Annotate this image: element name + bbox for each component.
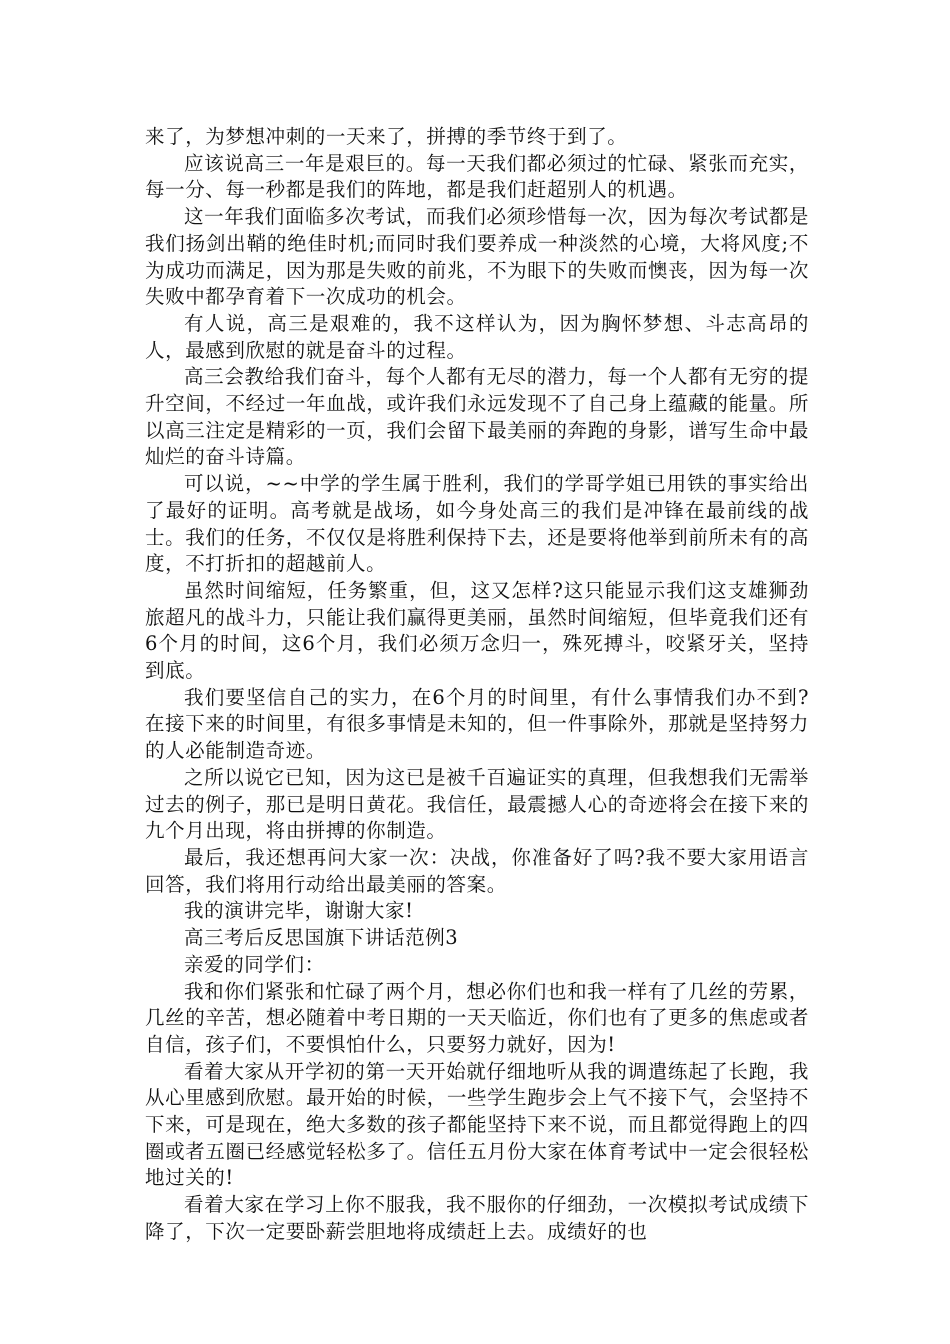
paragraph: 可以说，~~中学的学生属于胜利，我们的学哥学姐已用铁的事实给出了最好的证明。高考就是战场，如今身处高三的我们是冲锋在最前线的战士。我们的任务，不仅仅是将胜利保持下去，还是要将他举到前所未有的高度，不打折扣的超越前人。 xyxy=(145,472,809,576)
paragraph: 高三会教给我们奋斗，每个人都有无尽的潜力，每一个人都有无穷的提升空间，不经过一年血战，或许我们永远发现不了自己身上蕴藏的能量。所以高三注定是精彩的一页，我们会留下最美丽的奔跑的身影，谱写生命中最灿烂的奋斗诗篇。 xyxy=(145,365,809,469)
paragraph: 这一年我们面临多次考试，而我们必须珍惜每一次，因为每次考试都是我们扬剑出鞘的绝佳时机;而同时我们要养成一种淡然的心境，大将风度;不为成功而满足，因为那是失败的前兆，不为眼下的失败而懊丧，因为每一次失败中都孕育着下一次成功的机会。 xyxy=(145,205,809,309)
section-heading: 高三考后反思国旗下讲话范例3 xyxy=(184,926,459,950)
paragraph: 看着大家从开学初的第一天开始就仔细地听从我的调遣练起了长跑，我从心里感到欣慰。最开始的时候，一些学生跑步会上气不接下气，会坚持不下来，可是现在，绝大多数的孩子都能坚持下来不说，而且都觉得跑上的四圈或者五圈已经感觉轻松多了。信任五月份大家在体育考试中一定会很轻松地过关的! xyxy=(145,1059,809,1190)
paragraph: 我和你们紧张和忙碌了两个月，想必你们也和我一样有了几丝的劳累，几丝的辛苦，想必随着中考日期的一天天临近，你们也有了更多的焦虑或者自信，孩子们，不要惧怕什么，只要努力就好，因为! xyxy=(145,979,809,1056)
paragraph-continuation: 来了，为梦想冲刺的一天来了，拼搏的季节终于到了。 xyxy=(145,125,628,148)
paragraph: 有人说，高三是艰难的，我不这样认为，因为胸怀梦想、斗志高昂的人，最感到欣慰的就是奋斗的过程。 xyxy=(145,311,809,362)
paragraph: 之所以说它已知，因为这已是被千百遍证实的真理，但我想我们无需举过去的例子，那已是明日黄花。我信任，最震撼人心的奇迹将会在接下来的九个月出现，将由拼搏的你制造。 xyxy=(145,765,809,843)
paragraph: 最后，我还想再问大家一次：决战，你准备好了吗?我不要大家用语言回答，我们将用行动给出最美丽的答案。 xyxy=(145,845,809,896)
paragraph: 应该说高三一年是艰巨的。每一天我们都必须过的忙碌、紧张而充实，每一分、每一秒都是我们的阵地，都是我们赶超别人的机遇。 xyxy=(145,151,809,202)
paragraph: 我们要坚信自己的实力，在6个月的时间里，有什么事情我们办不到?在接下来的时间里，有很多事情是未知的，但一件事除外，那就是坚持努力的人必能制造奇迹。 xyxy=(145,685,809,763)
salutation: 亲爱的同学们： xyxy=(184,952,325,976)
paragraph: 看着大家在学习上你不服我，我不服你的仔细劲，一次模拟考试成绩下降了，下次一定要卧薪尝胆地将成绩赶上去。成绩好的也 xyxy=(145,1193,809,1243)
document-body xyxy=(145,124,809,1246)
closing-line: 我的演讲完毕，谢谢大家! xyxy=(184,899,414,923)
paragraph: 虽然时间缩短，任务繁重，但，这又怎样?这只能显示我们这支雄狮劲旅超凡的战斗力，只能让我们赢得更美丽，虽然时间缩短，但毕竟我们还有6个月的时间，这6个月，我们必须万念归一，殊死搏斗，咬紧牙关，坚持到底。 xyxy=(145,578,809,683)
